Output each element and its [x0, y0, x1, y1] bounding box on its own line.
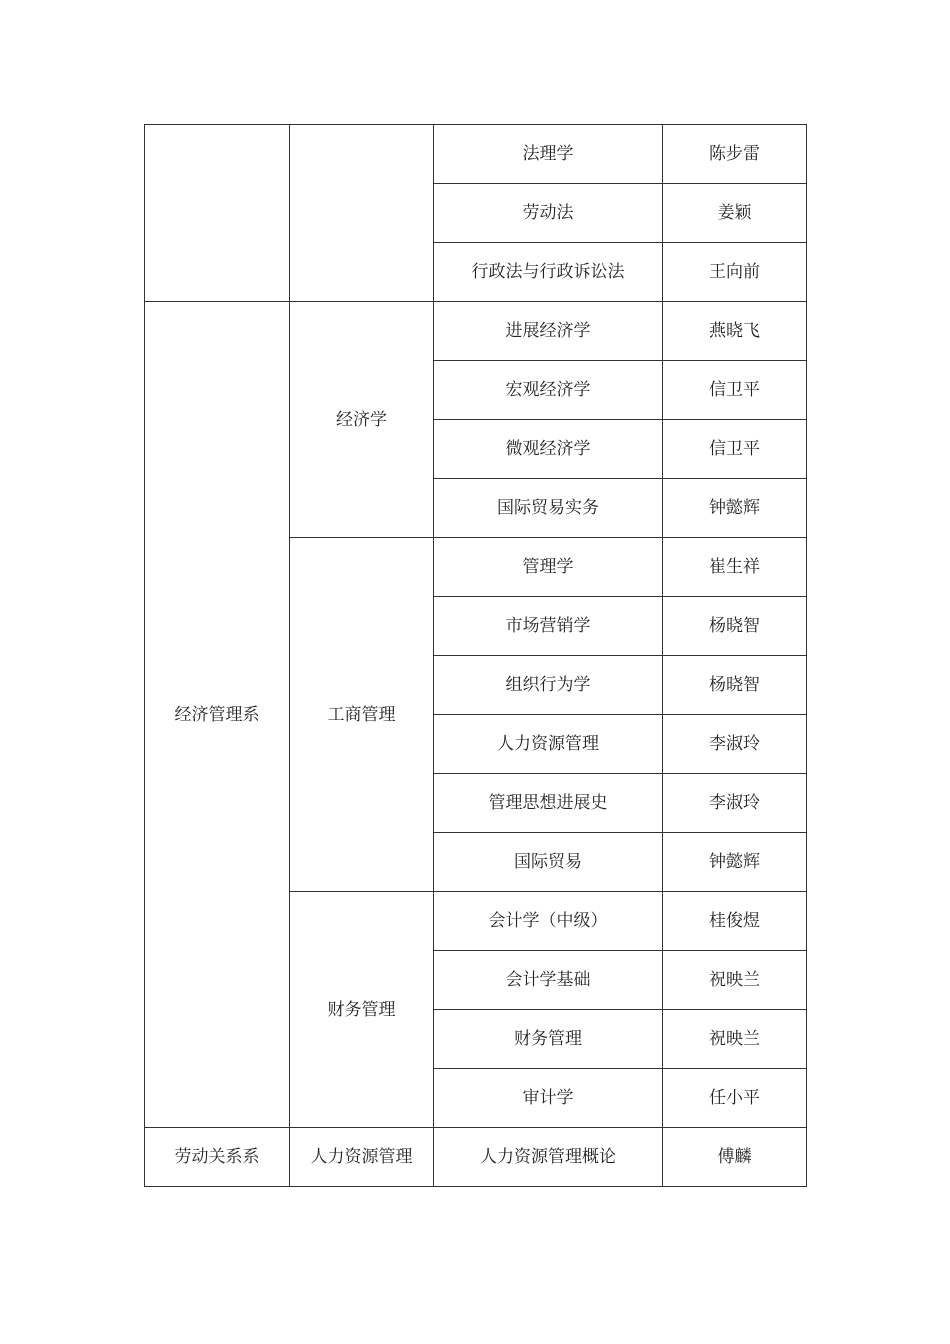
teacher-cell: 祝映兰: [663, 1010, 807, 1069]
course-cell: 审计学: [434, 1069, 663, 1128]
course-cell: 管理学: [434, 538, 663, 597]
major-cell: 人力资源管理: [290, 1128, 434, 1187]
course-cell: 国际贸易: [434, 833, 663, 892]
course-cell: 市场营销学: [434, 597, 663, 656]
course-cell: 宏观经济学: [434, 361, 663, 420]
teacher-cell: 钟懿辉: [663, 833, 807, 892]
table-row: [145, 302, 807, 361]
teacher-cell: 信卫平: [663, 361, 807, 420]
course-cell: 国际贸易实务: [434, 479, 663, 538]
course-cell: 人力资源管理概论: [434, 1128, 663, 1187]
dept-cell: 劳动关系系: [145, 1128, 290, 1187]
teacher-cell: 王向前: [663, 243, 807, 302]
major-cell: 财务管理: [290, 892, 434, 1128]
course-cell: 劳动法: [434, 184, 663, 243]
major-cell: 工商管理: [290, 538, 434, 892]
major-cell-empty: [290, 125, 434, 302]
teacher-cell: 祝映兰: [663, 951, 807, 1010]
course-cell: 财务管理: [434, 1010, 663, 1069]
teacher-cell: 姜颖: [663, 184, 807, 243]
teacher-cell: 傅麟: [663, 1128, 807, 1187]
dept-cell: 经济管理系: [145, 302, 290, 1128]
teacher-cell: 李淑玲: [663, 715, 807, 774]
course-cell: 人力资源管理: [434, 715, 663, 774]
dept-cell-empty: [145, 125, 290, 302]
teacher-cell: 杨晓智: [663, 597, 807, 656]
teacher-cell: 李淑玲: [663, 774, 807, 833]
teacher-cell: 杨晓智: [663, 656, 807, 715]
course-cell: 法理学: [434, 125, 663, 184]
teacher-cell: 燕晓飞: [663, 302, 807, 361]
teacher-cell: 崔生祥: [663, 538, 807, 597]
teacher-cell: 任小平: [663, 1069, 807, 1128]
table-row: [145, 125, 807, 184]
course-table: [144, 124, 807, 1187]
teacher-cell: 钟懿辉: [663, 479, 807, 538]
teacher-cell: 信卫平: [663, 420, 807, 479]
course-cell: 行政法与行政诉讼法: [434, 243, 663, 302]
table-row: [145, 1128, 807, 1187]
major-cell: 经济学: [290, 302, 434, 538]
course-cell: 进展经济学: [434, 302, 663, 361]
course-cell: 微观经济学: [434, 420, 663, 479]
teacher-cell: 陈步雷: [663, 125, 807, 184]
course-cell: 管理思想进展史: [434, 774, 663, 833]
course-cell: 会计学基础: [434, 951, 663, 1010]
course-cell: 会计学（中级）: [434, 892, 663, 951]
course-cell: 组织行为学: [434, 656, 663, 715]
teacher-cell: 桂俊煜: [663, 892, 807, 951]
